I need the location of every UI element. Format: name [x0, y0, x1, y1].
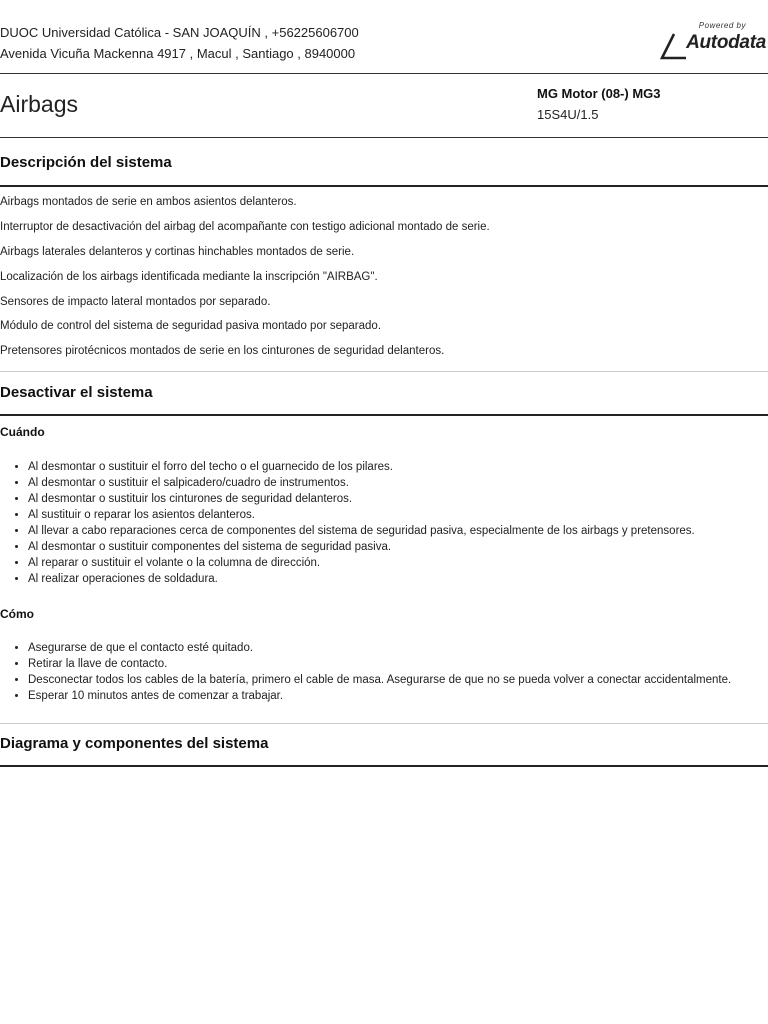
list-item: • Al realizar operaciones de soldadura. [28, 571, 695, 587]
list-item: • Retirar la llave de contacto. [28, 656, 731, 672]
list-item: • Asegurarse de que el contacto esté quitado. [28, 640, 731, 656]
section-heading-diagram: Diagrama y componentes del sistema [0, 735, 768, 767]
list-item: • Al desmontar o sustituir componentes del sistema de seguridad pasiva. [28, 539, 695, 555]
section-heading-deactivate: Desactivar el sistema [0, 384, 768, 416]
list-item: • Desconectar todos los cables de la batería, primero el cable de masa. Asegurarse de que no se pueda volver a conectar accidentalmente. [28, 672, 731, 688]
address-line-2: Avenida Vicuña Mackenna 4917 , Macul , Santiago , 8940000 [0, 46, 356, 61]
list-item: • Al desmontar o sustituir el salpicadero/cuadro de instrumentos. [28, 475, 695, 491]
page-header [0, 0, 768, 74]
vehicle-make: MG Motor (08-) MG3 [537, 86, 661, 101]
autodata-logo [658, 20, 768, 62]
section-divider [0, 723, 768, 724]
list-item: • Al sustituir o reparar los asientos delanteros. [28, 507, 695, 523]
description-paragraph: Sensores de impacto lateral montados por separado. [0, 296, 271, 308]
subheading-when: Cuándo [0, 425, 45, 439]
description-paragraph: Airbags montados de serie en ambos asientos delanteros. [0, 196, 297, 208]
subheading-how: Cómo [0, 607, 34, 621]
logo-slash-icon [658, 32, 688, 60]
title-bar [0, 74, 768, 138]
address-line-1: DUOC Universidad Católica - SAN JOAQUÍN , +56225606700 [0, 25, 359, 40]
list-item: • Al llevar a cabo reparaciones cerca de componentes del sistema de seguridad pasiva, especialmente de los airbags y pretensores. [28, 523, 695, 539]
description-paragraph: Módulo de control del sistema de seguridad pasiva montado por separado. [0, 320, 382, 332]
list-item: • Al desmontar o sustituir el forro del techo o el guarnecido de los pilares. [28, 459, 695, 475]
description-paragraph: Pretensores pirotécnicos montados de serie en los cinturones de seguridad delanteros. [0, 345, 445, 357]
list-item: • Esperar 10 minutos antes de comenzar a trabajar. [28, 688, 731, 704]
description-paragraph: Interruptor de desactivación del airbag del acompañante con testigo adicional montado de serie. [0, 221, 490, 233]
description-paragraph: Airbags laterales delanteros y cortinas hinchables montados de serie. [0, 246, 355, 258]
page-title: Airbags [0, 91, 78, 117]
list-item: • Al desmontar o sustituir los cinturones de seguridad delanteros. [28, 491, 695, 507]
section-divider [0, 371, 768, 372]
logo-powered-text: Powered by [698, 21, 746, 30]
list-item: • Al reparar o sustituir el volante o la columna de dirección. [28, 555, 695, 571]
when-list [0, 459, 695, 587]
vehicle-code: 15S4U/1.5 [537, 107, 599, 122]
section-heading-description: Descripción del sistema [0, 154, 768, 187]
logo-brand-text: Autodata [686, 32, 766, 53]
description-paragraph: Localización de los airbags identificada mediante la inscripción "AIRBAG". [0, 271, 378, 283]
how-list [0, 640, 731, 704]
